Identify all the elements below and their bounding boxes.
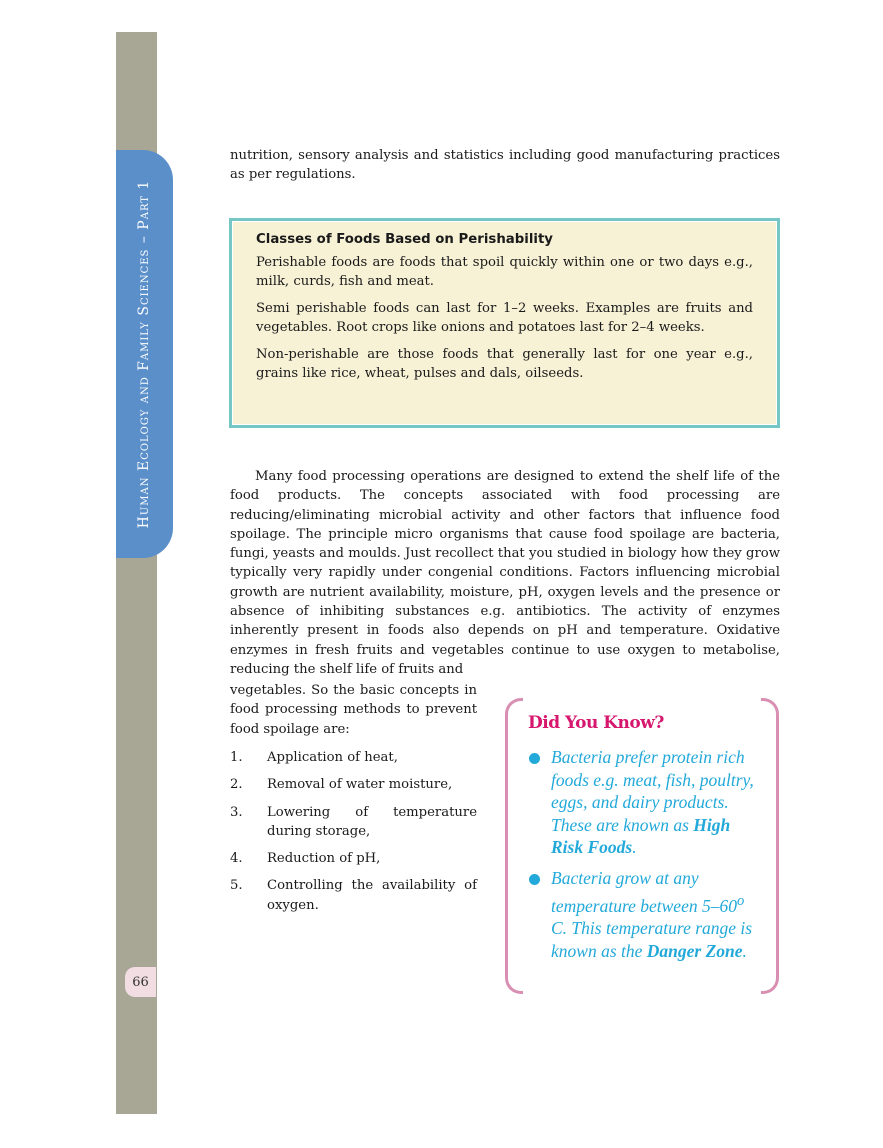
list-number: 4. [230,851,243,867]
list-text: Removal of water moisture, [267,777,453,793]
list-item [230,876,477,915]
fact-emphasis: Danger Zone [646,940,743,961]
main-paragraph-continued: vegetables. So the basic concepts in food processing methods to prevent food spoilage are: [230,683,477,737]
list-item [230,803,477,842]
methods-list [230,748,477,923]
list-item [230,775,477,794]
list-number: 2. [230,777,243,793]
perishable-paragraph: Perishable foods are foods that spoil quickly within one or two days e.g., milk, curds, fish and meat. [256,255,753,289]
fact-end: . [742,940,747,961]
list-text: Reduction of pH, [267,851,381,867]
perishability-box-inner [232,221,777,425]
did-you-know-item [527,746,763,859]
perishability-box [229,218,780,428]
list-number: 5. [230,878,243,894]
fact-text: Bacteria grow at any temperature between 5–60 [551,867,737,916]
list-item [230,748,477,767]
fact-end: . [632,837,637,858]
fact-emphasis: High Risk Foods [551,814,731,858]
right-brace-decoration [761,698,779,994]
left-brace-decoration [505,698,523,994]
perishability-box-title: Classes of Foods Based on Perishability [256,232,553,247]
did-you-know-list [527,746,763,970]
did-you-know-box [505,698,779,994]
book-title: Human Ecology and Family Sciences – Part 1 [136,179,152,529]
non-perishable-paragraph: Non-perishable are those foods that generally last for one year e.g., grains like rice, wheat, pulses and dals, oilseeds. [256,347,753,381]
bullet-icon [529,753,540,764]
did-you-know-title: Did You Know? [528,713,664,733]
list-text: Controlling the availability of oxygen. [267,878,477,913]
list-text: Lowering of temperature during storage, [267,804,477,839]
list-item [230,849,477,868]
did-you-know-item [527,867,763,962]
main-paragraph: Many food processing operations are designed to extend the shelf life of the food products. The concepts associated with food processing are reducing/eliminating microbial activity and other factors that influence food spoilage. The principle micro organisms that cause food spoilage are bacteria, fungi, yeasts and moulds. Just recollect that you studied in biology how they grow typically very rapidly under congenial conditions. Factors influencing microbial growth are nutrient availability, moisture, pH, oxygen levels and the presence or absence of inhibiting substances e.g. antibiotics. The activity of enzymes inherently present in foods also depends on pH and temperature. Oxidative enzymes in fresh fruits and vegetables continue to use oxygen to metabolise, reducing the shelf life of fruits and [230,469,780,677]
intro-paragraph: nutrition, sensory analysis and statistics including good manufacturing practices as per regulations. [230,148,780,183]
list-text: Application of heat, [267,750,398,765]
semi-perishable-paragraph: Semi perishable foods can last for 1–2 weeks. Examples are fruits and vegetables. Root crops like onions and potatoes last for 2–4 weeks. [256,301,753,335]
fact-text: Bacteria prefer protein rich foods e.g. meat, fish, poultry, eggs, and dairy products. These are known as [551,747,754,835]
degree-superscript: o [736,892,745,909]
bullet-icon [529,874,540,885]
fact-text-continued: C. This temperature range is known as the [551,917,753,961]
list-number: 1. [230,750,243,765]
page-number: 66 [125,967,156,997]
list-number: 3. [230,804,243,820]
